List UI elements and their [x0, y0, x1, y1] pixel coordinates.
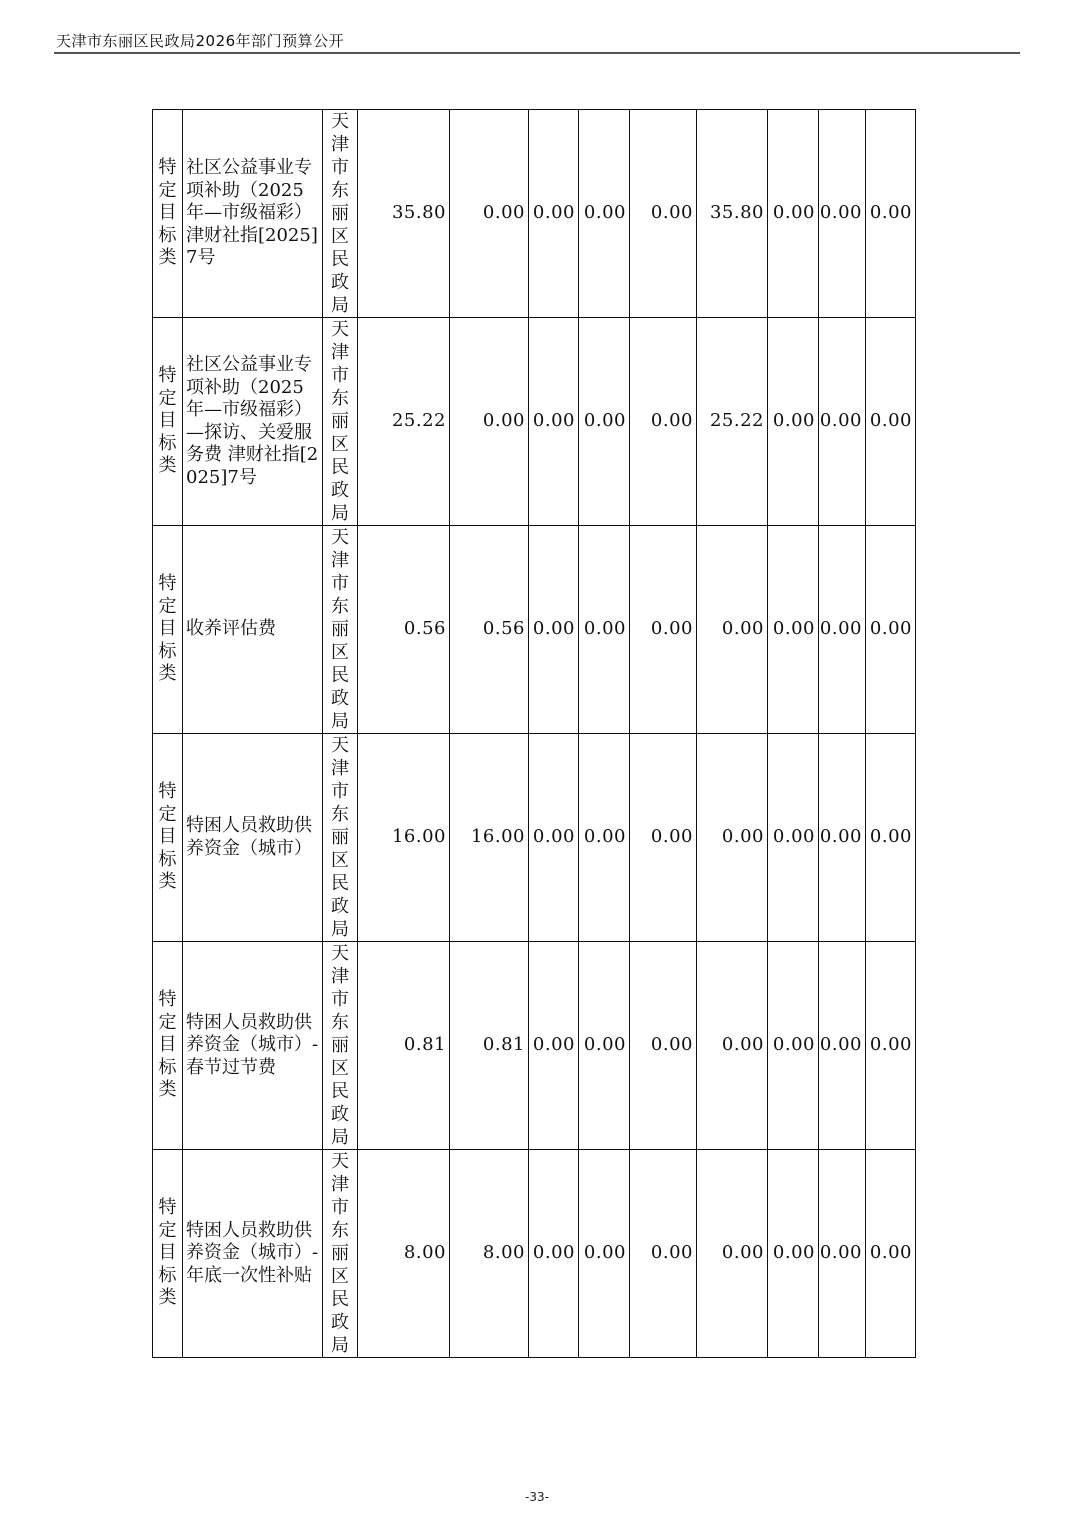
category-cell	[153, 1150, 183, 1358]
category-label: 特定目标类	[158, 1197, 177, 1309]
amount-cell: 8.00	[450, 1150, 529, 1358]
amount-cell: 0.00	[630, 734, 697, 942]
category-label: 特定目标类	[158, 365, 177, 477]
unit-cell	[323, 526, 358, 734]
amount-cell: 0.00	[630, 526, 697, 734]
unit-cell	[323, 942, 358, 1150]
amount-cell: 0.00	[630, 1150, 697, 1358]
amount-cell: 0.81	[358, 942, 450, 1150]
amount-cell: 0.00	[768, 942, 819, 1150]
amount-cell: 0.81	[450, 942, 529, 1150]
amount-cell: 0.00	[819, 1150, 866, 1358]
budget-table	[152, 109, 916, 1358]
amount-cell: 0.00	[630, 318, 697, 526]
amount-cell: 0.00	[529, 526, 579, 734]
page-number: -33-	[525, 1490, 549, 1504]
table-row	[153, 318, 916, 526]
amount-cell: 0.00	[768, 734, 819, 942]
amount-cell: 0.00	[529, 942, 579, 1150]
unit-name: 天津市东丽区民政局	[330, 943, 349, 1148]
unit-cell	[323, 110, 358, 318]
amount-cell: 35.80	[697, 110, 768, 318]
header-divider	[54, 52, 1020, 54]
amount-cell: 0.00	[866, 318, 916, 526]
amount-cell: 0.00	[529, 318, 579, 526]
unit-name: 天津市东丽区民政局	[330, 735, 349, 940]
amount-cell: 0.00	[866, 734, 916, 942]
amount-cell: 0.00	[866, 942, 916, 1150]
amount-cell: 0.00	[866, 526, 916, 734]
amount-cell: 0.00	[579, 1150, 630, 1358]
project-name-cell: 社区公益事业专项补助（2025年—市级福彩） 津财社指[2025]7号	[183, 110, 323, 318]
category-cell	[153, 734, 183, 942]
amount-cell: 0.00	[529, 110, 579, 318]
amount-cell: 0.00	[579, 526, 630, 734]
amount-cell: 0.00	[768, 1150, 819, 1358]
unit-cell	[323, 318, 358, 526]
unit-name: 天津市东丽区民政局	[330, 527, 349, 732]
project-name-cell: 特困人员救助供养资金（城市）-年底一次性补贴	[183, 1150, 323, 1358]
table-row	[153, 734, 916, 942]
amount-cell: 0.00	[630, 942, 697, 1150]
amount-cell: 0.00	[450, 318, 529, 526]
amount-cell: 0.00	[579, 942, 630, 1150]
project-name-cell: 社区公益事业专项补助（2025年—市级福彩）—探访、关爱服务费 津财社指[2025]7号	[183, 318, 323, 526]
amount-cell: 0.00	[450, 110, 529, 318]
project-name-cell: 特困人员救助供养资金（城市）-春节过节费	[183, 942, 323, 1150]
amount-cell: 25.22	[697, 318, 768, 526]
amount-cell: 16.00	[358, 734, 450, 942]
unit-name: 天津市东丽区民政局	[330, 111, 349, 316]
amount-cell: 35.80	[358, 110, 450, 318]
unit-name: 天津市东丽区民政局	[330, 319, 349, 524]
amount-cell: 0.00	[819, 318, 866, 526]
amount-cell: 0.00	[697, 1150, 768, 1358]
amount-cell: 0.00	[819, 942, 866, 1150]
category-label: 特定目标类	[158, 781, 177, 893]
amount-cell: 0.00	[819, 110, 866, 318]
amount-cell: 0.00	[630, 110, 697, 318]
amount-cell: 0.00	[697, 734, 768, 942]
amount-cell: 0.00	[697, 526, 768, 734]
amount-cell: 0.00	[768, 110, 819, 318]
amount-cell: 16.00	[450, 734, 529, 942]
amount-cell: 0.00	[866, 110, 916, 318]
category-cell	[153, 318, 183, 526]
table-row	[153, 1150, 916, 1358]
table-row	[153, 526, 916, 734]
budget-table-body	[153, 110, 916, 1358]
amount-cell: 0.00	[819, 734, 866, 942]
amount-cell: 0.00	[579, 110, 630, 318]
amount-cell: 0.00	[866, 1150, 916, 1358]
amount-cell: 0.00	[768, 318, 819, 526]
category-label: 特定目标类	[158, 573, 177, 685]
amount-cell: 0.56	[450, 526, 529, 734]
unit-cell	[323, 734, 358, 942]
amount-cell: 25.22	[358, 318, 450, 526]
category-cell	[153, 526, 183, 734]
amount-cell: 0.00	[579, 734, 630, 942]
table-row	[153, 110, 916, 318]
amount-cell: 0.00	[697, 942, 768, 1150]
amount-cell: 0.00	[529, 734, 579, 942]
table-row	[153, 942, 916, 1150]
category-cell	[153, 110, 183, 318]
category-label: 特定目标类	[158, 989, 177, 1101]
unit-cell	[323, 1150, 358, 1358]
amount-cell: 0.00	[579, 318, 630, 526]
project-name-cell: 收养评估费	[183, 526, 323, 734]
amount-cell: 0.56	[358, 526, 450, 734]
amount-cell: 8.00	[358, 1150, 450, 1358]
amount-cell: 0.00	[768, 526, 819, 734]
amount-cell: 0.00	[819, 526, 866, 734]
project-name-cell: 特困人员救助供养资金（城市）	[183, 734, 323, 942]
category-label: 特定目标类	[158, 157, 177, 269]
unit-name: 天津市东丽区民政局	[330, 1151, 349, 1356]
page-header-title: 天津市东丽区民政局2026年部门预算公开	[56, 32, 345, 50]
category-cell	[153, 942, 183, 1150]
amount-cell: 0.00	[529, 1150, 579, 1358]
